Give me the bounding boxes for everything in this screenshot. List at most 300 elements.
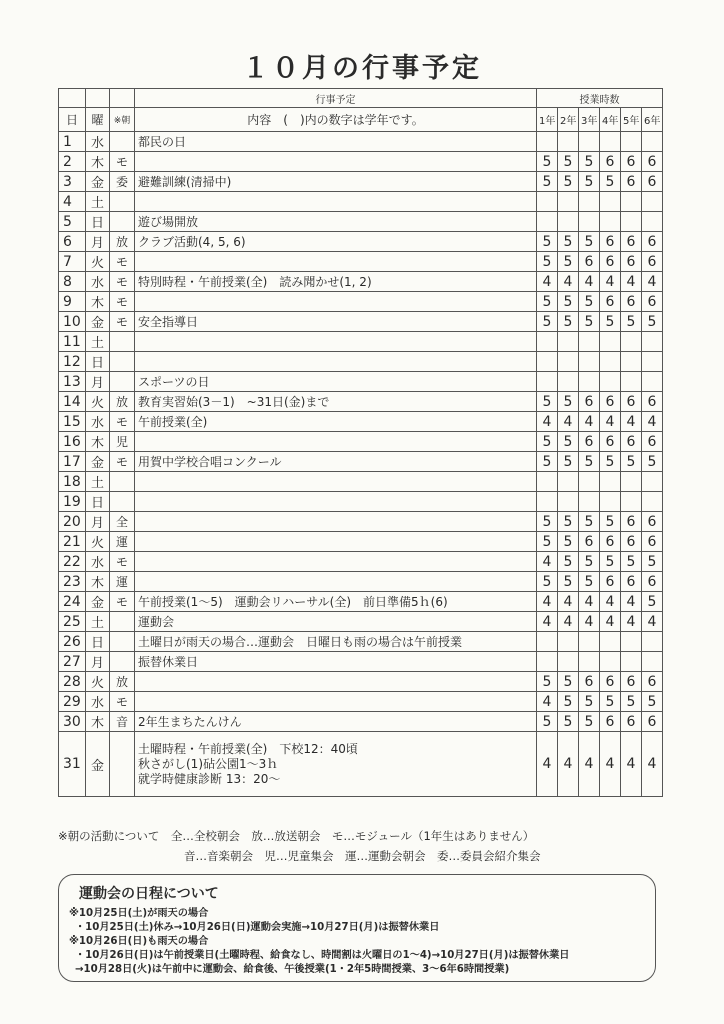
class-hours: 4: [621, 592, 642, 612]
header-row-columns: [59, 108, 663, 132]
class-hours: [558, 212, 579, 232]
table-row: [59, 672, 663, 692]
class-hours: 5: [579, 232, 600, 252]
event-line: 土曜時程・午前授業(全) 下校12：40頃: [138, 741, 358, 756]
class-hours: [621, 192, 642, 212]
class-hours: 4: [558, 272, 579, 292]
class-hours: 6: [600, 292, 621, 312]
morning-activity: [110, 212, 135, 232]
weekday: 木: [86, 432, 110, 452]
morning-activity: 全: [110, 512, 135, 532]
day-number: 27: [59, 652, 86, 672]
class-hours: [621, 132, 642, 152]
class-hours: 6: [621, 292, 642, 312]
weekday: 火: [86, 392, 110, 412]
morning-activity: 児: [110, 432, 135, 452]
class-hours: [642, 132, 663, 152]
day-number: 5: [59, 212, 86, 232]
class-hours: 5: [579, 312, 600, 332]
class-hours: 5: [558, 312, 579, 332]
event-content: 運動会: [135, 612, 537, 632]
day-number: 1: [59, 132, 86, 152]
weekday: 水: [86, 692, 110, 712]
class-hours: 6: [621, 512, 642, 532]
weekday: 火: [86, 672, 110, 692]
morning-activity: [110, 372, 135, 392]
class-hours: [558, 352, 579, 372]
grade-header: 6年: [642, 108, 663, 132]
class-hours: 4: [642, 272, 663, 292]
morning-activity: モ: [110, 452, 135, 472]
morning-activity: モ: [110, 272, 135, 292]
schedule-table: [58, 88, 663, 797]
table-row: [59, 472, 663, 492]
class-hours: 5: [642, 552, 663, 572]
class-hours: [558, 192, 579, 212]
class-hours: 5: [558, 572, 579, 592]
class-hours: 4: [537, 692, 558, 712]
sports-day-title: 運動会の日程について: [79, 886, 219, 902]
class-hours: [558, 492, 579, 512]
class-hours: 6: [600, 232, 621, 252]
class-hours: [579, 132, 600, 152]
event-content: 土曜日が雨天の場合…運動会 日曜日も雨の場合は午前授業: [135, 632, 537, 652]
class-hours: 6: [621, 392, 642, 412]
table-row: [59, 452, 663, 472]
class-hours: [642, 372, 663, 392]
day-number: 9: [59, 292, 86, 312]
class-hours: [537, 472, 558, 492]
class-hours: [558, 652, 579, 672]
class-hours: 6: [600, 432, 621, 452]
event-content: [135, 252, 537, 272]
event-content: 都民の日: [135, 132, 537, 152]
day-number: 19: [59, 492, 86, 512]
morning-activity: [110, 732, 135, 797]
event-content: [135, 432, 537, 452]
class-hours: 5: [579, 572, 600, 592]
class-hours: 5: [558, 432, 579, 452]
morning-activity: [110, 632, 135, 652]
class-hours: 4: [621, 272, 642, 292]
table-row: [59, 492, 663, 512]
class-hours: 5: [642, 452, 663, 472]
class-hours: 5: [558, 452, 579, 472]
table-row: [59, 412, 663, 432]
class-hours: 6: [600, 152, 621, 172]
class-hours: 6: [642, 252, 663, 272]
class-hours: [537, 212, 558, 232]
class-hours: [600, 372, 621, 392]
class-hours: 5: [579, 292, 600, 312]
day-number: 16: [59, 432, 86, 452]
morning-activity: モ: [110, 592, 135, 612]
class-hours: [537, 492, 558, 512]
class-hours: [558, 332, 579, 352]
weekday: 金: [86, 732, 110, 797]
class-hours: 5: [600, 172, 621, 192]
day-number: 21: [59, 532, 86, 552]
class-hours: [621, 332, 642, 352]
event-content: 特別時程・午前授業(全) 読み聞かせ(1, 2): [135, 272, 537, 292]
morning-activity: モ: [110, 412, 135, 432]
class-hours: 4: [579, 612, 600, 632]
class-hours: [537, 632, 558, 652]
class-hours: 4: [642, 612, 663, 632]
class-hours: [600, 332, 621, 352]
class-hours: 6: [642, 292, 663, 312]
table-row: [59, 312, 663, 332]
class-hours: 4: [537, 272, 558, 292]
col-content-header: 内容 ( )内の数字は学年です。: [135, 108, 537, 132]
class-hours: [579, 332, 600, 352]
event-content: [135, 732, 537, 797]
event-content: 午前授業(1～5) 運動会リハーサル(全) 前日準備5ｈ(6): [135, 592, 537, 612]
class-hours: 6: [642, 172, 663, 192]
table-row: [59, 132, 663, 152]
morning-activity: モ: [110, 252, 135, 272]
class-hours: 6: [642, 572, 663, 592]
day-number: 31: [59, 732, 86, 797]
class-hours: 5: [558, 512, 579, 532]
class-hours: 4: [537, 732, 558, 797]
class-hours: [642, 472, 663, 492]
class-hours: 5: [537, 232, 558, 252]
class-hours: [537, 192, 558, 212]
event-content: [135, 552, 537, 572]
weekday: 火: [86, 532, 110, 552]
class-hours: 4: [579, 272, 600, 292]
table-row: [59, 432, 663, 452]
class-hours: 5: [642, 312, 663, 332]
event-content: [135, 192, 537, 212]
class-hours: 5: [600, 552, 621, 572]
morning-activity: 運: [110, 532, 135, 552]
class-hours: 5: [558, 712, 579, 732]
col-day-header: 日: [59, 108, 86, 132]
day-number: 4: [59, 192, 86, 212]
class-hours: [642, 652, 663, 672]
day-number: 23: [59, 572, 86, 592]
day-number: 2: [59, 152, 86, 172]
class-hours: 6: [600, 252, 621, 272]
class-hours: [579, 652, 600, 672]
class-hours: 6: [621, 432, 642, 452]
day-number: 22: [59, 552, 86, 572]
class-hours: 5: [537, 292, 558, 312]
event-content: [135, 352, 537, 372]
event-content: [135, 572, 537, 592]
class-hours: 4: [600, 412, 621, 432]
weekday: 木: [86, 572, 110, 592]
event-content: [135, 332, 537, 352]
weekday: 月: [86, 232, 110, 252]
class-hours: 5: [537, 432, 558, 452]
class-hours: 4: [579, 592, 600, 612]
class-hours: 5: [558, 552, 579, 572]
class-hours: [558, 132, 579, 152]
day-number: 24: [59, 592, 86, 612]
event-content: 午前授業(全): [135, 412, 537, 432]
weekday: 土: [86, 332, 110, 352]
class-hours: 5: [537, 532, 558, 552]
weekday: 金: [86, 312, 110, 332]
sports-day-info-box: [58, 874, 656, 982]
class-hours: 4: [621, 732, 642, 797]
class-hours: [579, 192, 600, 212]
class-hours: [600, 472, 621, 492]
table-row: [59, 392, 663, 412]
class-hours: 5: [537, 252, 558, 272]
day-number: 25: [59, 612, 86, 632]
class-hours: 4: [537, 592, 558, 612]
class-hours: 6: [642, 232, 663, 252]
class-hours: 5: [621, 452, 642, 472]
table-row: [59, 732, 663, 797]
class-hours: [579, 352, 600, 372]
event-content: 2年生まちたんけん: [135, 712, 537, 732]
morning-activity: [110, 192, 135, 212]
grade-header: 5年: [621, 108, 642, 132]
class-hours: 5: [579, 172, 600, 192]
sports-day-line: ・10月25日(土)休み→10月26日(日)運動会実施→10月27日(月)は振替休業日: [75, 922, 440, 933]
day-number: 12: [59, 352, 86, 372]
weekday: 金: [86, 592, 110, 612]
grade-header: 4年: [600, 108, 621, 132]
day-number: 28: [59, 672, 86, 692]
weekday: 日: [86, 212, 110, 232]
class-hours: 5: [579, 452, 600, 472]
class-hours: 5: [600, 452, 621, 472]
table-row: [59, 632, 663, 652]
class-hours: [642, 632, 663, 652]
class-hours: 5: [537, 152, 558, 172]
event-content: [135, 692, 537, 712]
hours-group-header: 授業時数: [537, 89, 663, 108]
event-content: 振替休業日: [135, 652, 537, 672]
class-hours: 6: [621, 232, 642, 252]
table-row: [59, 572, 663, 592]
weekday: 水: [86, 552, 110, 572]
day-number: 29: [59, 692, 86, 712]
class-hours: 5: [537, 312, 558, 332]
class-hours: [558, 372, 579, 392]
morning-activity: 音: [110, 712, 135, 732]
table-row: [59, 592, 663, 612]
table-row: [59, 252, 663, 272]
table-row: [59, 712, 663, 732]
day-number: 17: [59, 452, 86, 472]
weekday: 木: [86, 152, 110, 172]
class-hours: 5: [558, 232, 579, 252]
class-hours: [600, 132, 621, 152]
grade-header: 3年: [579, 108, 600, 132]
event-content: [135, 292, 537, 312]
class-hours: 6: [600, 572, 621, 592]
day-number: 14: [59, 392, 86, 412]
class-hours: [558, 632, 579, 652]
class-hours: [537, 652, 558, 672]
class-hours: 5: [537, 712, 558, 732]
class-hours: 6: [600, 532, 621, 552]
class-hours: 6: [621, 672, 642, 692]
morning-activity: モ: [110, 292, 135, 312]
class-hours: [600, 192, 621, 212]
class-hours: 5: [579, 552, 600, 572]
weekday: 木: [86, 292, 110, 312]
class-hours: 5: [579, 152, 600, 172]
class-hours: 4: [642, 732, 663, 797]
day-number: 15: [59, 412, 86, 432]
class-hours: 5: [600, 692, 621, 712]
event-content: [135, 472, 537, 492]
weekday: 火: [86, 252, 110, 272]
day-number: 18: [59, 472, 86, 492]
class-hours: 6: [642, 432, 663, 452]
class-hours: 6: [621, 572, 642, 592]
class-hours: 6: [600, 672, 621, 692]
class-hours: 5: [558, 252, 579, 272]
day-number: 3: [59, 172, 86, 192]
class-hours: 5: [621, 312, 642, 332]
day-number: 26: [59, 632, 86, 652]
weekday: 水: [86, 412, 110, 432]
class-hours: 5: [537, 672, 558, 692]
table-row: [59, 172, 663, 192]
weekday: 日: [86, 632, 110, 652]
event-content: 安全指導日: [135, 312, 537, 332]
event-content: [135, 672, 537, 692]
day-number: 13: [59, 372, 86, 392]
table-row: [59, 272, 663, 292]
class-hours: [621, 212, 642, 232]
morning-activity: 運: [110, 572, 135, 592]
class-hours: [558, 472, 579, 492]
morning-activity-note-1: ※朝の活動について 全…全校朝会 放…放送朝会 モ…モジュール（1年生はありません）: [58, 829, 535, 843]
sports-day-line: →10月28日(火)は午前中に運動会、給食後、午後授業(1・2年5時間授業、3～6年6時間授業): [75, 964, 510, 975]
event-content: 用賀中学校合唱コンクール: [135, 452, 537, 472]
weekday: 日: [86, 492, 110, 512]
class-hours: 4: [621, 412, 642, 432]
class-hours: 6: [621, 172, 642, 192]
event-content: クラブ活動(4, 5, 6): [135, 232, 537, 252]
class-hours: 5: [537, 572, 558, 592]
grade-header: 1年: [537, 108, 558, 132]
class-hours: 6: [621, 532, 642, 552]
day-number: 10: [59, 312, 86, 332]
class-hours: 4: [558, 612, 579, 632]
class-hours: 6: [621, 152, 642, 172]
class-hours: [579, 632, 600, 652]
day-number: 6: [59, 232, 86, 252]
event-line: 秋さがし(1)砧公園1～3ｈ: [138, 756, 279, 771]
class-hours: 5: [537, 172, 558, 192]
class-hours: [621, 652, 642, 672]
weekday: 金: [86, 452, 110, 472]
class-hours: 5: [642, 592, 663, 612]
table-row: [59, 612, 663, 632]
weekday: 土: [86, 192, 110, 212]
day-number: 8: [59, 272, 86, 292]
class-hours: 6: [579, 672, 600, 692]
event-content: [135, 492, 537, 512]
morning-activity-note-2: 音…音楽朝会 児…児童集会 運…運動会朝会 委…委員会紹介集会: [184, 849, 541, 863]
morning-activity: [110, 612, 135, 632]
class-hours: 5: [642, 692, 663, 712]
class-hours: 5: [558, 692, 579, 712]
weekday: 水: [86, 272, 110, 292]
class-hours: 5: [621, 692, 642, 712]
morning-activity: 委: [110, 172, 135, 192]
class-hours: 6: [642, 712, 663, 732]
table-row: [59, 192, 663, 212]
class-hours: [579, 372, 600, 392]
class-hours: 6: [642, 152, 663, 172]
class-hours: 4: [558, 732, 579, 797]
class-hours: [600, 352, 621, 372]
morning-activity: モ: [110, 552, 135, 572]
weekday: 日: [86, 352, 110, 372]
class-hours: 5: [558, 172, 579, 192]
weekday: 月: [86, 372, 110, 392]
day-number: 30: [59, 712, 86, 732]
class-hours: 4: [579, 412, 600, 432]
event-content: [135, 152, 537, 172]
col-weekday-header: 曜: [86, 108, 110, 132]
class-hours: 6: [579, 432, 600, 452]
event-content: 教育実習始(3－1) ~31日(金)まで: [135, 392, 537, 412]
header-row-group: [59, 89, 663, 108]
class-hours: 4: [600, 272, 621, 292]
morning-activity: [110, 472, 135, 492]
class-hours: [621, 632, 642, 652]
table-row: [59, 372, 663, 392]
class-hours: [600, 632, 621, 652]
table-row: [59, 152, 663, 172]
event-content: 遊び場開放: [135, 212, 537, 232]
class-hours: 4: [621, 612, 642, 632]
class-hours: [579, 472, 600, 492]
morning-activity: [110, 332, 135, 352]
class-hours: 4: [600, 592, 621, 612]
class-hours: 4: [579, 732, 600, 797]
class-hours: 5: [621, 552, 642, 572]
sports-day-line: ※10月25日(土)が雨天の場合: [69, 908, 209, 919]
class-hours: [642, 332, 663, 352]
class-hours: 6: [642, 512, 663, 532]
table-row: [59, 352, 663, 372]
morning-activity: モ: [110, 312, 135, 332]
class-hours: 4: [558, 592, 579, 612]
weekday: 土: [86, 612, 110, 632]
class-hours: [600, 652, 621, 672]
weekday: 金: [86, 172, 110, 192]
morning-activity: 放: [110, 232, 135, 252]
sports-day-line: ・10月26日(日)は午前授業日(土曜時程、給食なし、時間割は火曜日の1～4)→10月27日(月)は振替休業日: [75, 950, 570, 961]
class-hours: 5: [558, 392, 579, 412]
event-content: スポーツの日: [135, 372, 537, 392]
col-morning-header: ※朝: [110, 108, 135, 132]
morning-activity: [110, 352, 135, 372]
class-hours: [537, 372, 558, 392]
weekday: 土: [86, 472, 110, 492]
class-hours: [537, 332, 558, 352]
morning-activity: [110, 132, 135, 152]
day-number: 7: [59, 252, 86, 272]
table-row: [59, 692, 663, 712]
table-row: [59, 232, 663, 252]
class-hours: [621, 352, 642, 372]
